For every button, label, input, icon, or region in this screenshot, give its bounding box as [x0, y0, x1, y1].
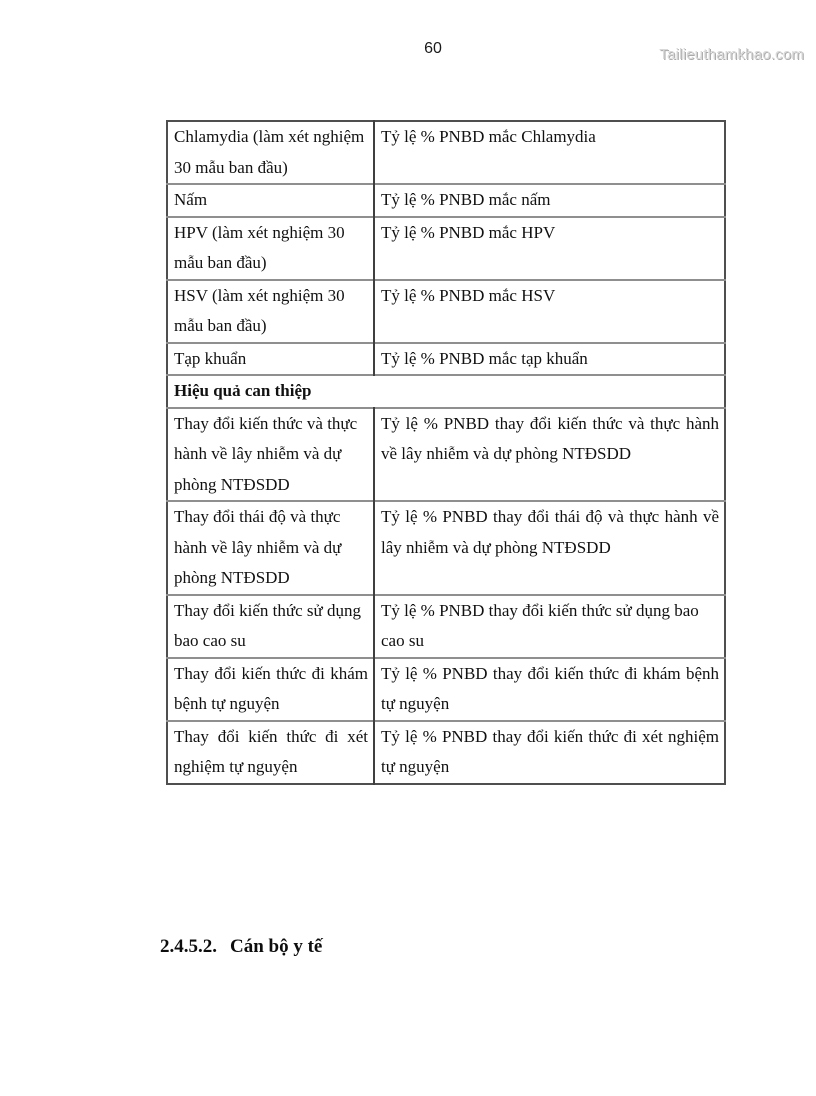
table-section-row	[167, 375, 725, 408]
table-row	[167, 280, 725, 343]
indicator-definition-cell: Tỷ lệ % PNBD thay đổi kiến thức và thực hành về lây nhiễm và dự phòng NTĐSDD	[374, 408, 725, 502]
section-heading-text: Cán bộ y tế	[230, 935, 323, 957]
indicator-name-cell: Thay đổi kiến thức đi khám bệnh tự nguyện	[167, 658, 374, 721]
indicator-name-cell: HSV (làm xét nghiệm 30 mẫu ban đầu)	[167, 280, 374, 343]
indicator-definition-cell: Tỷ lệ % PNBD thay đổi kiến thức đi khám bệnh tự nguyện	[374, 658, 725, 721]
indicator-definition-cell: Tỷ lệ % PNBD mắc nấm	[374, 184, 725, 217]
indicator-definition-cell: Tỷ lệ % PNBD mắc Chlamydia	[381, 127, 596, 146]
table-row	[167, 658, 725, 721]
section-heading-number: 2.4.5.2.	[160, 935, 217, 957]
table-row	[167, 595, 725, 658]
watermark-text: Tailieuthamkhao.com	[659, 46, 804, 63]
indicator-name-cell: Thay đổi thái độ và thực hành về lây nhiễm và dự phòng NTĐSDD	[167, 501, 374, 595]
indicator-name-cell: Tạp khuẩn	[167, 343, 374, 376]
indicator-name-cell: Chlamydia (làm xét nghiệm 30 mẫu ban đầu)	[167, 121, 374, 184]
table-row	[167, 184, 725, 217]
table-row	[167, 501, 725, 595]
indicator-name-cell: Thay đổi kiến thức sử dụng bao cao su	[167, 595, 374, 658]
document-page	[0, 40, 816, 1096]
table-row	[167, 343, 725, 376]
indicator-definition-cell: Tỷ lệ % PNBD thay đổi kiến thức đi xét nghiệm tự nguyện	[374, 721, 725, 784]
table-row	[167, 721, 725, 784]
section-heading	[160, 936, 816, 958]
indicator-definition-cell: Tỷ lệ % PNBD thay đổi kiến thức sử dụng bao cao su	[374, 595, 725, 658]
indicator-definition-cell: Tỷ lệ % PNBD mắc HPV	[374, 217, 725, 280]
indicator-name-cell: Thay đổi kiến thức và thực hành về lây nhiễm và dự phòng NTĐSDD	[167, 408, 374, 502]
table-row	[167, 121, 725, 184]
indicators-table	[166, 120, 726, 785]
indicator-name-cell: Nấm	[167, 184, 374, 217]
indicator-definition-cell: Tỷ lệ % PNBD mắc HSV	[374, 280, 725, 343]
indicator-name-cell: Thay đổi kiến thức đi xét nghiệm tự nguyện	[167, 721, 374, 784]
indicator-definition-cell: Tỷ lệ % PNBD mắc tạp khuẩn	[374, 343, 725, 376]
table-row	[167, 217, 725, 280]
page-number: 60	[424, 40, 442, 57]
indicator-name-cell: HPV (làm xét nghiệm 30 mẫu ban đầu)	[167, 217, 374, 280]
table-row	[167, 408, 725, 502]
section-header-cell: Hiệu quả can thiệp	[167, 375, 725, 408]
indicator-definition-cell: Tỷ lệ % PNBD thay đổi thái độ và thực hành về lây nhiễm và dự phòng NTĐSDD	[374, 501, 725, 595]
